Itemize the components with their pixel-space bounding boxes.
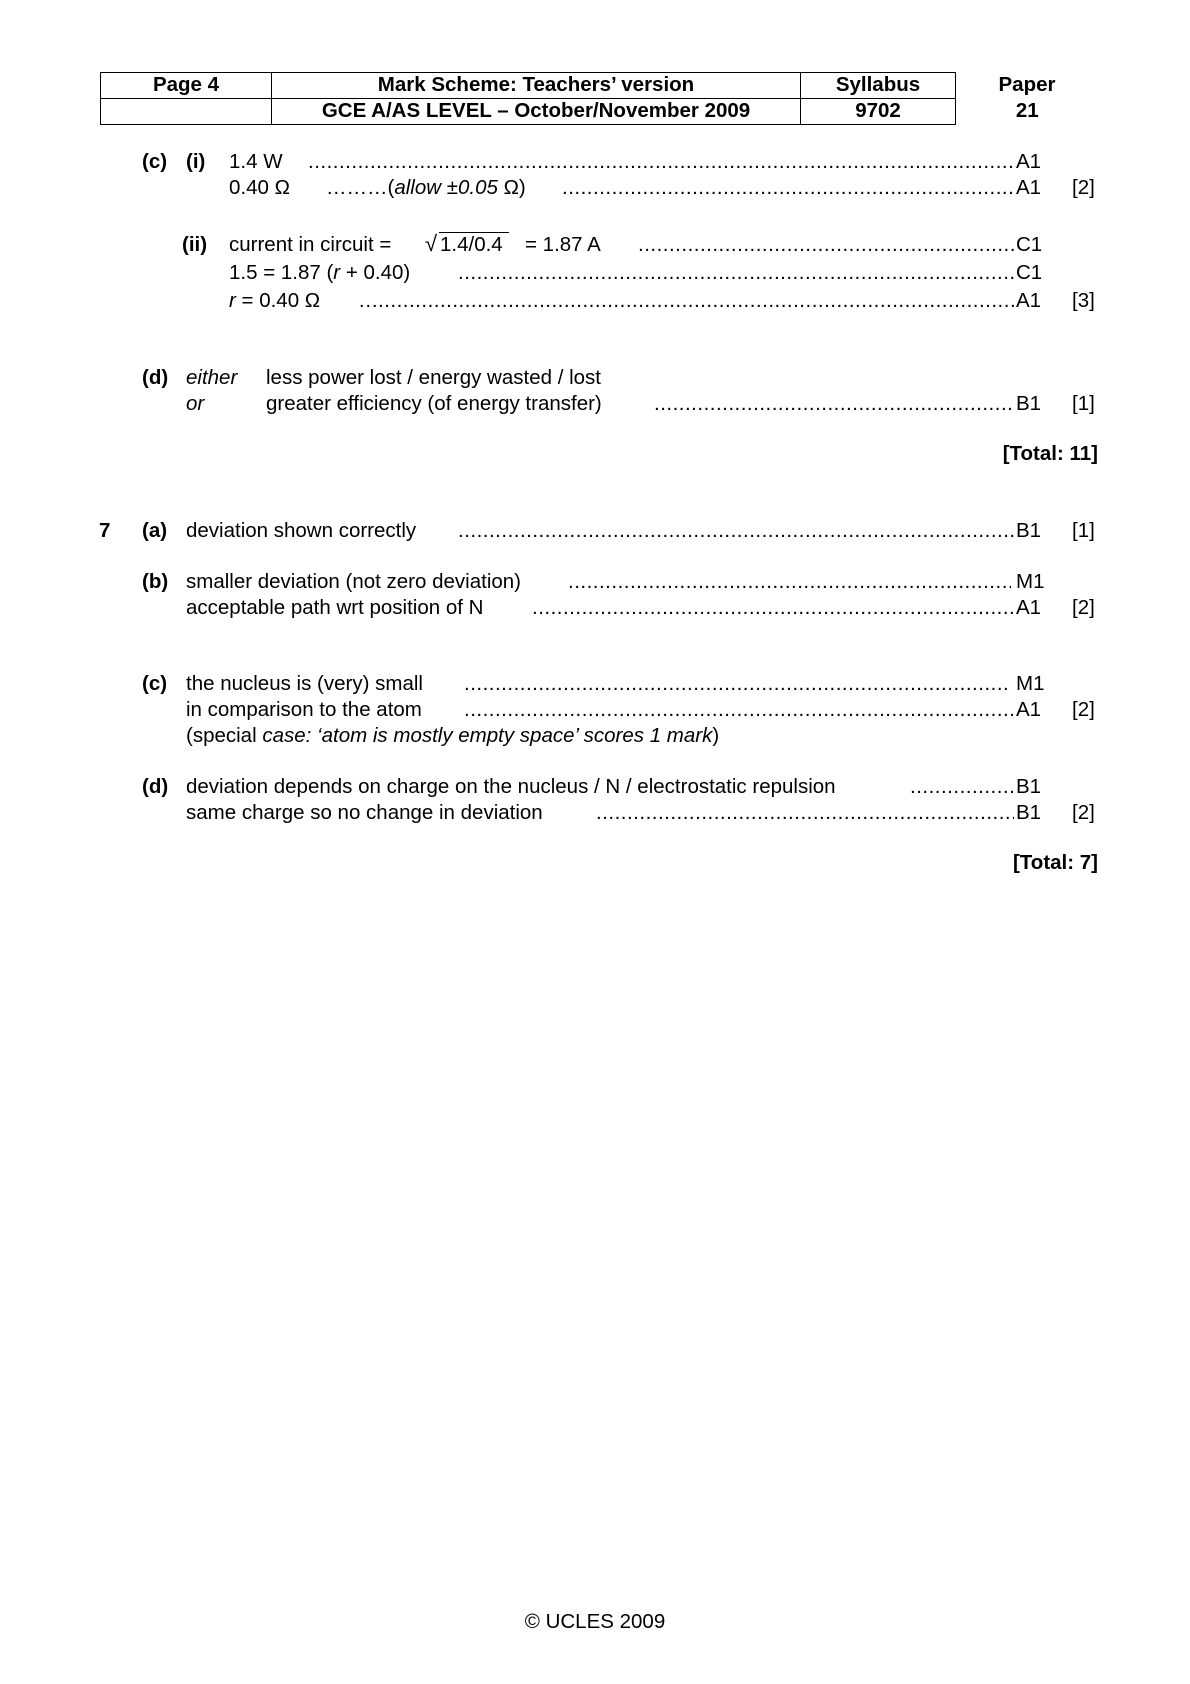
answer-text: 1.4 W bbox=[229, 150, 283, 173]
leader-dots bbox=[378, 291, 1014, 312]
q6c-ii-line3 bbox=[0, 291, 1190, 317]
note-close: Ω) bbox=[497, 176, 526, 199]
leader-dots bbox=[568, 572, 1011, 593]
answer-text: the nucleus is (very) small bbox=[186, 672, 423, 695]
part-label: (c) bbox=[142, 672, 168, 695]
leader-ellipsis: … bbox=[358, 289, 379, 312]
answer-note bbox=[326, 178, 526, 199]
part-label: (d) bbox=[142, 775, 169, 798]
note-italic: case: ‘atom is mostly empty space’ scores 1 mark bbox=[262, 724, 713, 747]
marks-total: [2] bbox=[1072, 698, 1095, 721]
page-number: Page 4 bbox=[101, 73, 272, 99]
subpart-label: (ii) bbox=[182, 233, 208, 256]
mark-code: A1 bbox=[1016, 289, 1042, 312]
or-label: or bbox=[186, 392, 205, 415]
exam-session: GCE A/AS LEVEL – October/November 2009 bbox=[272, 99, 801, 125]
answer-text: acceptable path wrt position of N bbox=[186, 596, 484, 619]
answer-text: greater efficiency (of energy transfer) bbox=[266, 392, 602, 415]
answer-text: same charge so no change in deviation bbox=[186, 801, 543, 824]
marks-total: [2] bbox=[1072, 176, 1095, 199]
q6c-ii-line2 bbox=[0, 263, 1190, 289]
paper-number: 21 bbox=[1015, 99, 1039, 123]
q7c-line1 bbox=[0, 674, 1190, 700]
leader-dots bbox=[654, 394, 1014, 415]
eq-r: r bbox=[229, 289, 236, 312]
mark-code: B1 bbox=[1016, 801, 1042, 824]
marks-total: [1] bbox=[1072, 519, 1095, 542]
mark-code: A1 bbox=[1016, 698, 1042, 721]
eq-right: = 0.40 Ω bbox=[235, 289, 321, 312]
eq-left: 1.5 = 1.87 ( bbox=[229, 261, 334, 284]
question-total: [Total: 11] bbox=[1002, 442, 1098, 465]
q7b-line2 bbox=[0, 598, 1190, 624]
note-allow: allow ±0.05 bbox=[394, 176, 498, 199]
q7c-line3 bbox=[0, 726, 1190, 752]
leader-dots bbox=[596, 803, 1014, 824]
part-label: (b) bbox=[142, 570, 169, 593]
syllabus-code: 9702 bbox=[801, 99, 956, 125]
answer-text: 0.40 Ω bbox=[229, 176, 290, 199]
part-label: (c) bbox=[142, 150, 168, 173]
q7d-line2 bbox=[0, 803, 1190, 829]
q6c-i-line1 bbox=[0, 152, 1190, 178]
mark-scheme-title: Mark Scheme: Teachers’ version bbox=[272, 73, 801, 99]
answer-text: less power lost / energy wasted / lost bbox=[266, 366, 601, 389]
mark-code: B1 bbox=[1016, 775, 1042, 798]
question-total: [Total: 7] bbox=[1012, 851, 1098, 874]
q7b-line1 bbox=[0, 572, 1190, 598]
leader-dots bbox=[910, 777, 1014, 798]
mark-code: M1 bbox=[1016, 672, 1045, 695]
sqrt-sign: √ bbox=[425, 231, 438, 256]
mark-code: A1 bbox=[1016, 176, 1042, 199]
paper-label: Paper bbox=[998, 73, 1056, 97]
leader-dots bbox=[458, 263, 1014, 284]
answer-text: in comparison to the atom bbox=[186, 698, 422, 721]
eq-r: r bbox=[333, 261, 341, 284]
leader-dots bbox=[458, 521, 1014, 542]
q7d-line1 bbox=[0, 777, 1190, 803]
answer-text: current in circuit = bbox=[229, 233, 392, 256]
part-label: (d) bbox=[142, 366, 169, 389]
answer-text: deviation shown correctly bbox=[186, 519, 417, 542]
syllabus-label: Syllabus bbox=[801, 73, 956, 99]
part-label: (a) bbox=[142, 519, 168, 542]
q6d-line1 bbox=[0, 368, 1190, 394]
answer-text bbox=[229, 263, 410, 284]
leader-dots bbox=[638, 235, 1014, 256]
q7a-line bbox=[0, 521, 1190, 547]
note-close: ) bbox=[712, 724, 720, 747]
copyright-footer: © UCLES 2009 bbox=[524, 1610, 666, 1633]
header-blank-cell bbox=[101, 99, 272, 125]
q7c-line2 bbox=[0, 700, 1190, 726]
answer-text: smaller deviation (not zero deviation) bbox=[186, 570, 521, 593]
leader-dots bbox=[464, 700, 1014, 721]
mark-code: C1 bbox=[1016, 233, 1043, 256]
answer-text bbox=[229, 291, 320, 312]
mark-code: A1 bbox=[1016, 596, 1042, 619]
leader-dots bbox=[308, 152, 1014, 173]
q6c-ii-line1 bbox=[0, 231, 1190, 261]
either-label: either bbox=[186, 366, 238, 389]
answer-text: deviation depends on charge on the nucleus / N / electrostatic repulsion bbox=[186, 775, 836, 798]
header-table bbox=[100, 72, 1099, 125]
subpart-label: (i) bbox=[186, 150, 206, 173]
eq-right: + 0.40) bbox=[340, 261, 411, 284]
answer-result: = 1.87 A bbox=[525, 233, 601, 256]
leader-dots bbox=[532, 598, 1014, 619]
mark-code: B1 bbox=[1016, 392, 1042, 415]
note-open: (special bbox=[186, 724, 263, 747]
q6d-line2 bbox=[0, 394, 1190, 420]
marks-total: [3] bbox=[1072, 289, 1095, 312]
q6c-i-line2 bbox=[0, 178, 1190, 204]
special-case-note bbox=[186, 726, 719, 747]
mark-code: C1 bbox=[1016, 261, 1043, 284]
marks-total: [2] bbox=[1072, 801, 1095, 824]
leader-dots bbox=[562, 178, 1014, 199]
note-open: ………( bbox=[326, 176, 395, 199]
marks-total: [2] bbox=[1072, 596, 1095, 619]
mark-code: A1 bbox=[1016, 150, 1042, 173]
question-number: 7 bbox=[99, 519, 111, 542]
leader-dots bbox=[464, 674, 1011, 695]
sqrt-expression: 1.4/0.4 bbox=[440, 233, 503, 256]
mark-code: B1 bbox=[1016, 519, 1042, 542]
mark-code: M1 bbox=[1016, 570, 1045, 593]
marks-total: [1] bbox=[1072, 392, 1095, 415]
